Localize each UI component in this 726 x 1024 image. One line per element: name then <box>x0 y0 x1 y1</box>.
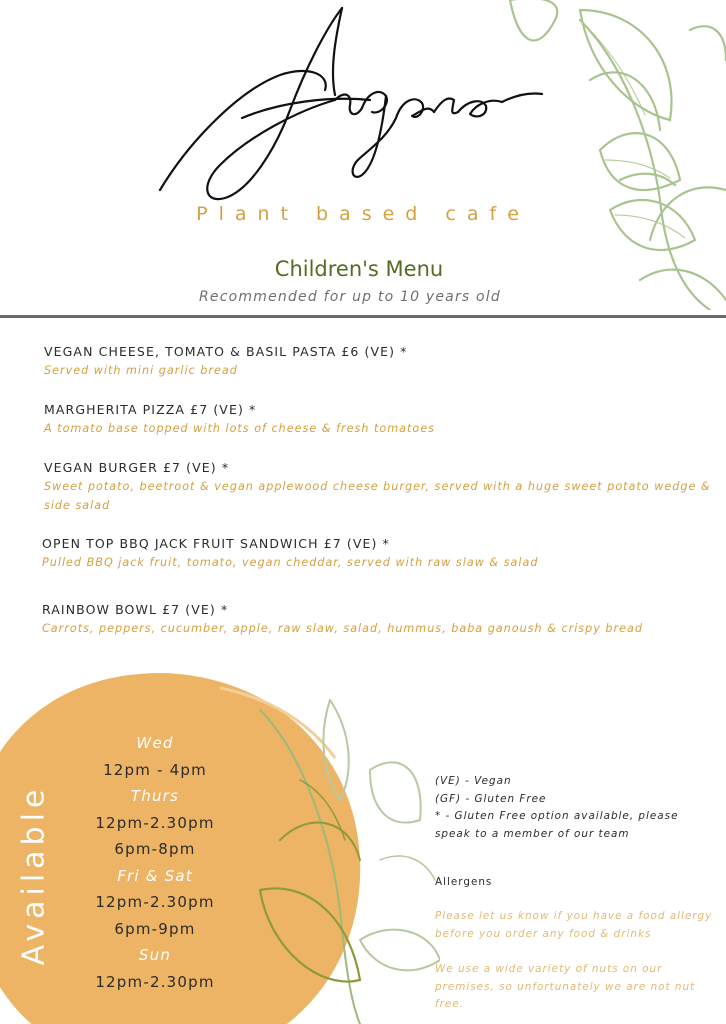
legend-gf-option-cont: speak to a member of our team <box>435 827 630 840</box>
hours-day: Wed <box>136 734 174 752</box>
hours-day: Sun <box>138 946 172 964</box>
menu-item-name: RAINBOW BOWL £7 (VE) * <box>42 602 229 617</box>
nuts-note-line: We use a wide variety of nuts on our <box>435 963 663 975</box>
header-divider <box>0 315 726 318</box>
menu-item <box>44 460 714 515</box>
tagline: Plant based cafe <box>196 203 530 225</box>
allergens-note <box>435 908 715 943</box>
menu-item <box>42 602 712 638</box>
page-title: Children's Menu <box>274 257 444 281</box>
menu-item-description: Sweet potato, beetroot & vegan applewood cheese burger, served with a huge sweet potato wedge & side salad <box>44 480 711 512</box>
menu-item-description: Served with mini garlic bread <box>44 364 238 377</box>
leaves-decoration-bottom <box>240 690 440 1024</box>
figaro-logo <box>130 0 550 205</box>
hours-time: 12pm - 4pm <box>103 760 207 779</box>
hours-time: 12pm-2.30pm <box>95 813 215 832</box>
legend-gluten-free: (GF) - Gluten Free <box>435 792 547 805</box>
available-label: Available <box>16 784 52 966</box>
opening-hours <box>85 730 225 995</box>
menu-item-name: MARGHERITA PIZZA £7 (VE) * <box>44 402 257 417</box>
hours-day: Thurs <box>130 787 180 805</box>
menu-item-name: VEGAN CHEESE, TOMATO & BASIL PASTA £6 (VE) * <box>44 344 408 359</box>
menu-item <box>44 344 714 380</box>
hours-day: Fri & Sat <box>117 866 193 885</box>
menu-item-name: VEGAN BURGER £7 (VE) * <box>44 460 230 475</box>
dietary-legend <box>435 773 715 843</box>
menu-item <box>42 536 712 572</box>
hours-time: 6pm-9pm <box>114 919 196 938</box>
legend-vegan: (VE) - Vegan <box>435 775 512 787</box>
hours-time: 12pm-2.30pm <box>95 972 215 991</box>
legend-gf-option: * - Gluten Free option available, please <box>435 810 679 822</box>
hours-time: 12pm-2.30pm <box>95 893 215 911</box>
page-subtitle: Recommended for up to 10 years old <box>198 289 501 305</box>
hours-time: 6pm-8pm <box>114 840 196 858</box>
menu-item-description: A tomato base topped with lots of cheese & fresh tomatoes <box>44 422 435 435</box>
nuts-note-line: premises, so unfortunately we are not nut <box>435 980 696 993</box>
nuts-note <box>435 961 715 1014</box>
menu-item-description: Carrots, peppers, cucumber, apple, raw slaw, salad, hummus, baba ganoush & crispy bread <box>42 622 643 635</box>
allergens-note-line: Please let us know if you have a food allergy <box>435 910 713 922</box>
nuts-note-line: free. <box>435 998 465 1010</box>
allergens-note-line: before you order any food & drinks <box>435 927 652 940</box>
menu-item <box>44 402 714 438</box>
menu-item-description: Pulled BBQ jack fruit, tomato, vegan cheddar, served with raw slaw & salad <box>42 556 539 569</box>
menu-item-name: OPEN TOP BBQ JACK FRUIT SANDWICH £7 (VE) * <box>42 536 390 551</box>
allergens-title: Allergens <box>435 876 493 888</box>
